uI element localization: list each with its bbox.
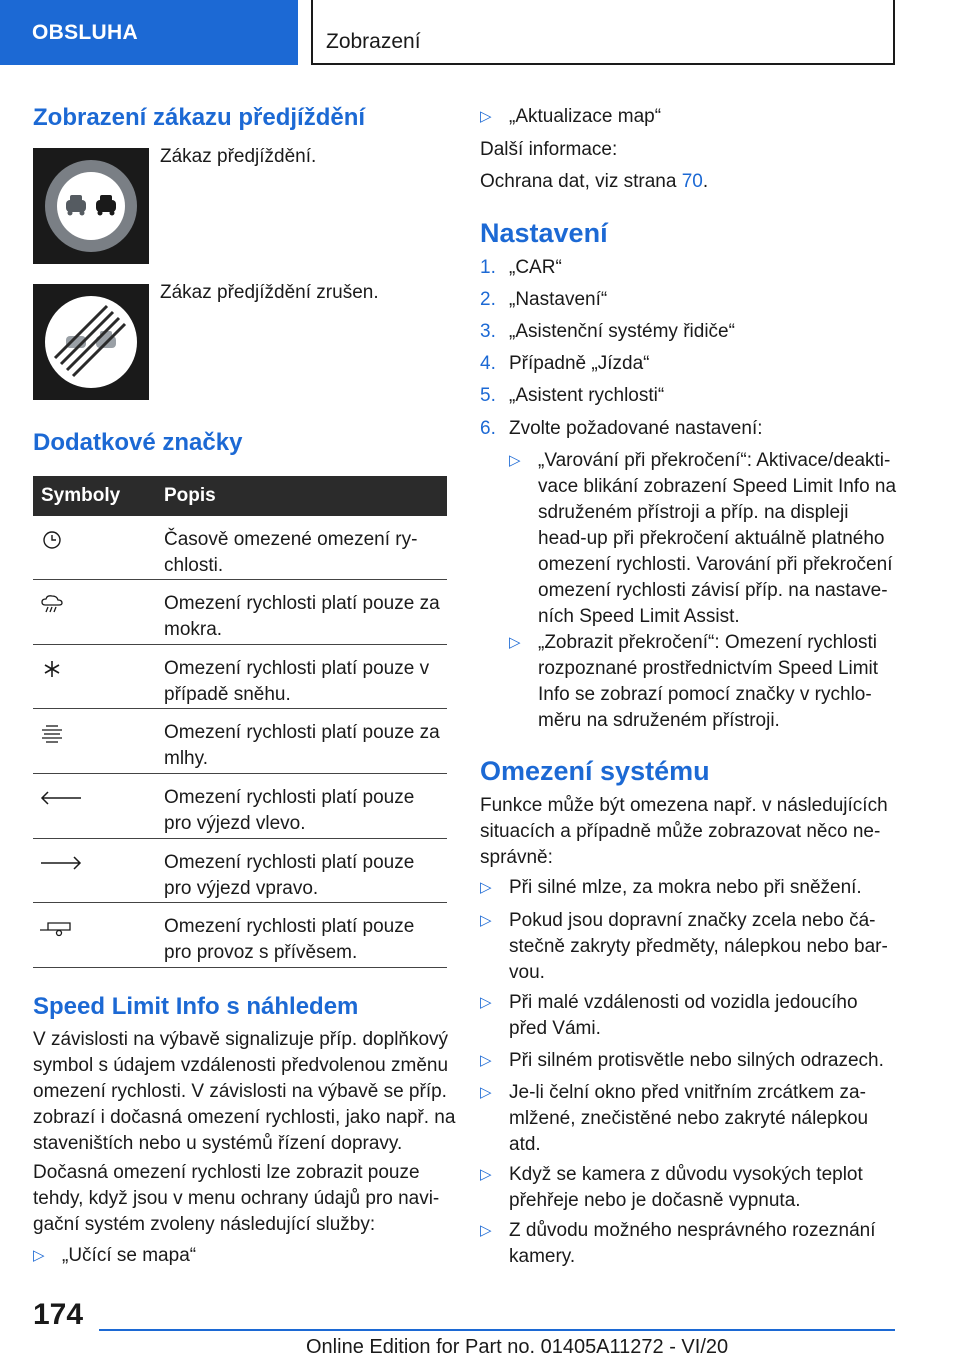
page-title: Zobrazení — [311, 0, 895, 65]
row-description: Omezení rychlosti platí pouze v případě sněhu. — [164, 658, 430, 705]
limit-item: Když se kamera z důvodu vysokých teplot přehřeje nebo je dočasně vypnuta. — [509, 1164, 863, 1211]
bullet-icon: ▷ — [509, 452, 521, 469]
bullet-icon: ▷ — [33, 1247, 45, 1264]
preview-paragraph: V závislosti na výbavě signalizuje příp. doplňkový symbol s údajem vzdálenosti předvolenou změnu omezení rychlosti. V závislosti na výbavě se příp. zobrazí i dočasná omezení rychlosti, jako např. na staveništích nebo u systémů řízení dopravy. — [33, 1029, 456, 1154]
step-number: 1. — [480, 257, 496, 278]
limit-item: Pokud jsou dopravní značky zcela nebo čá- stečně zakryty předměty, nálepkou nebo bar- vou. — [509, 910, 888, 983]
table-row — [33, 580, 447, 645]
bullet-icon: ▷ — [480, 912, 492, 929]
step-text: Zvolte požadované nastavení: — [509, 418, 763, 439]
limit-item: Při silné mlze, za mokra nebo při sněžení. — [509, 877, 862, 898]
step-text: „Asistent rychlosti“ — [509, 385, 665, 406]
rain-cloud-icon — [39, 594, 65, 614]
bullet-icon: ▷ — [509, 634, 521, 651]
step-number: 6. — [480, 418, 496, 439]
bullet-icon: ▷ — [480, 1084, 492, 1101]
table-row — [33, 774, 447, 839]
table-row — [33, 709, 447, 774]
col-symbols: Symboly — [41, 485, 121, 506]
col-description: Popis — [164, 485, 216, 506]
step-number: 4. — [480, 353, 496, 374]
end-no-overtaking-sign-image — [33, 284, 149, 400]
bullet-icon: ▷ — [480, 879, 492, 896]
row-description: Omezení rychlosti platí pouze za mokra. — [164, 593, 440, 640]
step-text: „Asistenční systémy řidiče“ — [509, 321, 735, 342]
clock-icon — [39, 530, 65, 550]
row-description: Omezení rychlosti platí pouze pro výjezd vlevo. — [164, 787, 415, 834]
limit-item: Z důvodu možného nesprávného rozeznání kamery. — [509, 1220, 876, 1267]
limits-intro: Funkce může být omezena např. v následujících situacích a případně může zobrazovat něco ne- správně: — [480, 795, 888, 868]
table-header — [33, 476, 447, 516]
section-tab: OBSLUHA — [0, 0, 298, 65]
bullet-icon: ▷ — [480, 1222, 492, 1239]
page-link[interactable]: 70 — [681, 171, 703, 192]
bullet-learning-map: „Učící se mapa“ — [62, 1245, 197, 1266]
limit-item: Je-li čelní okno před vnitřním zrcátkem za- mlžené, znečistěné nebo zakryté nálepkou atd. — [509, 1082, 869, 1155]
privacy-reference: Ochrana dat, viz strana 70. — [480, 171, 709, 192]
heading-no-overtaking: Zobrazení zákazu předjíždění — [33, 104, 366, 131]
sub-option-warning: „Varování při překročení“: Aktivace/deakti- vace blikání zobrazení Speed Limit Info na sdruženém přístroji a příp. na displeji head-up při překročení aktuálně platného omezení rychlosti. Varování při překročení omezení rychlosti závisí příp. na nastave- ních Speed Limit Assist. — [538, 450, 897, 627]
step-text: Případně „Jízda“ — [509, 353, 650, 374]
sign1-caption: Zákaz předjíždění. — [160, 146, 317, 167]
bullet-icon: ▷ — [480, 1052, 492, 1069]
sign2-caption: Zákaz předjíždění zrušen. — [160, 282, 379, 303]
no-overtaking-sign-image — [33, 148, 149, 264]
table-row — [33, 516, 447, 580]
page-number: 174 — [33, 1298, 84, 1331]
step-number: 5. — [480, 385, 496, 406]
sub-option-show-exceeding: „Zobrazit překročení“: Omezení rychlosti rozpoznané prostřednictvím Speed Limit Info se zobrazí pomocí značky v rychlo- měru na sdruženém přístroji. — [538, 632, 879, 731]
row-description: Omezení rychlosti platí pouze za mlhy. — [164, 722, 440, 769]
footer-edition: Online Edition for Part no. 01405A11272 - VI/20 — [306, 1336, 729, 1358]
heading-speed-limit-preview: Speed Limit Info s náhledem — [33, 993, 359, 1020]
step-number: 3. — [480, 321, 496, 342]
step-number: 2. — [480, 289, 496, 310]
bullet-icon: ▷ — [480, 1166, 492, 1183]
limit-item: Při malé vzdálenosti od vozidla jedoucího před Vámi. — [509, 992, 858, 1039]
arrow-left-icon — [39, 788, 83, 808]
services-paragraph: Dočasná omezení rychlosti lze zobrazit pouze tehdy, když jsou v menu ochrany údajů pro navi- gační systém zvoleny následující služby: — [33, 1162, 440, 1235]
trailer-icon — [39, 917, 73, 937]
heading-settings: Nastavení — [480, 218, 608, 248]
bullet-icon: ▷ — [480, 994, 492, 1011]
row-description: Časově omezené omezení ry- chlosti. — [164, 529, 418, 576]
arrow-right-icon — [39, 853, 83, 873]
step-text: „CAR“ — [509, 257, 562, 278]
bullet-icon: ▷ — [480, 108, 492, 125]
limit-item: Při silném protisvětle nebo silných odrazech. — [509, 1050, 884, 1071]
bullet-map-update: „Aktualizace map“ — [509, 106, 662, 127]
heading-system-limits: Omezení systému — [480, 756, 710, 786]
fog-icon — [39, 723, 65, 743]
row-description: Omezení rychlosti platí pouze pro výjezd vpravo. — [164, 852, 415, 899]
footer-divider — [99, 1329, 895, 1331]
heading-additional-signs: Dodatkové značky — [33, 429, 243, 456]
row-description: Omezení rychlosti platí pouze pro provoz s přívěsem. — [164, 916, 415, 963]
step-text: „Nastavení“ — [509, 289, 608, 310]
snowflake-icon — [39, 659, 65, 679]
table-row — [33, 839, 447, 903]
more-info-label: Další informace: — [480, 139, 618, 160]
table-row — [33, 903, 447, 968]
table-row — [33, 645, 447, 709]
